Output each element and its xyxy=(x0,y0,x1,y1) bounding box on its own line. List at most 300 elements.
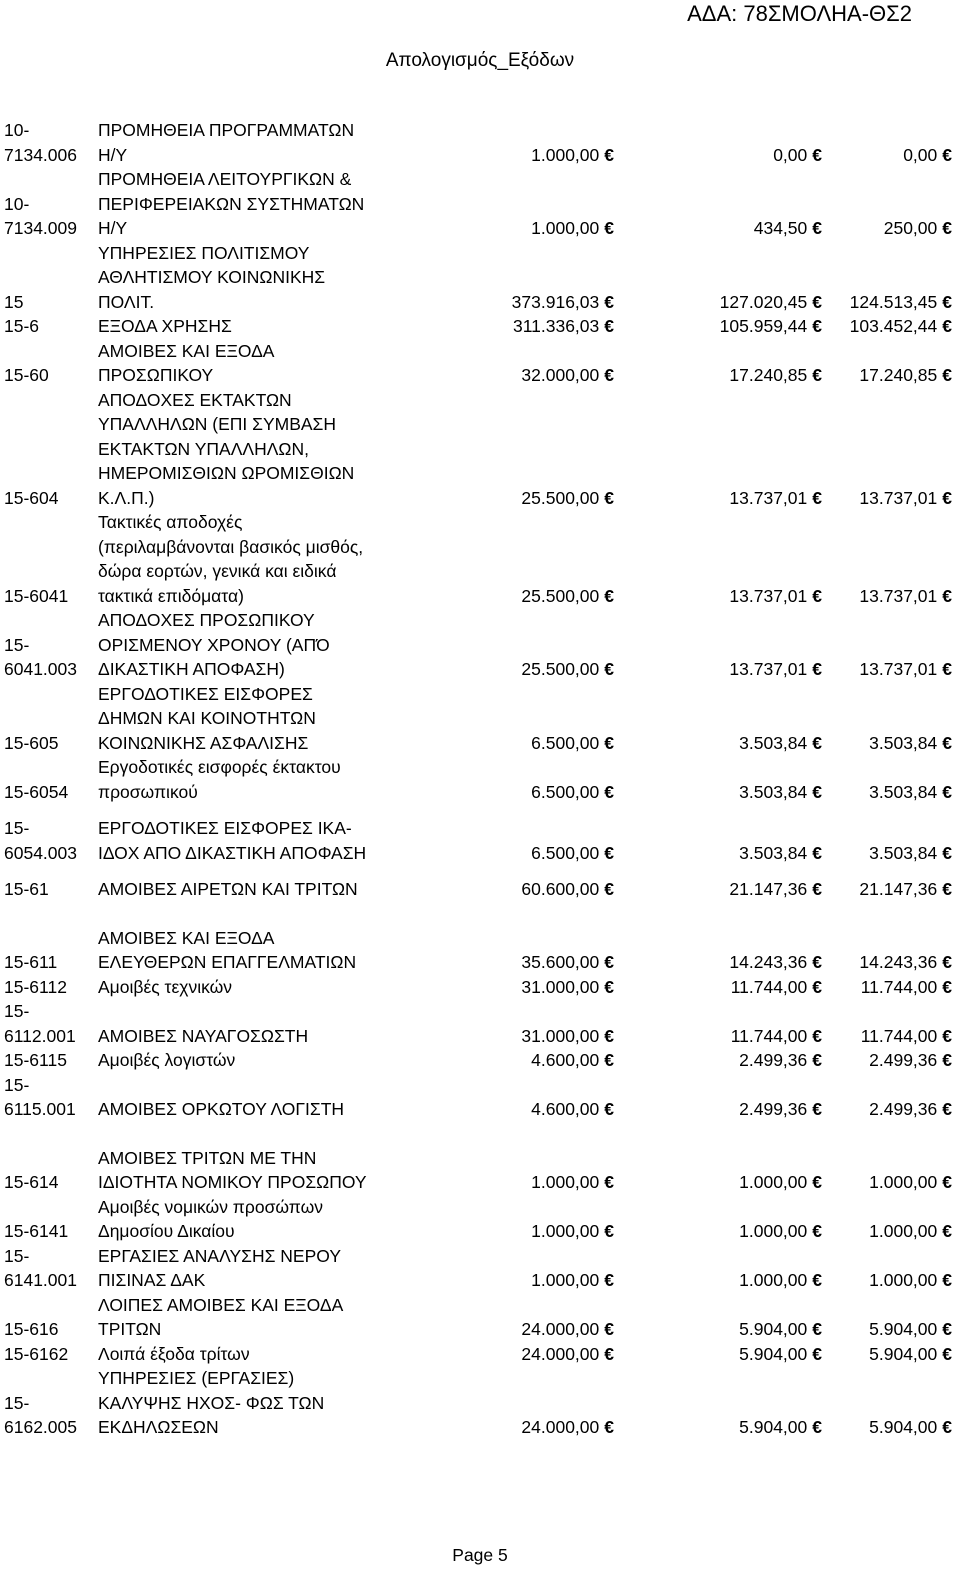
account-description xyxy=(98,1244,428,1293)
euro-sign: € xyxy=(812,1221,822,1241)
budget-amount-value: 4.600,00 xyxy=(531,1050,600,1070)
budget-amount-value: 6.500,00 xyxy=(531,781,600,802)
euro-sign: € xyxy=(942,1270,952,1290)
account-code xyxy=(4,877,96,902)
euro-sign: € xyxy=(812,487,822,508)
euro-sign: € xyxy=(812,585,822,606)
account-code xyxy=(4,975,96,1000)
euro-sign: € xyxy=(812,144,822,165)
committed-amount xyxy=(739,1342,822,1367)
account-code-line: 10- xyxy=(4,120,30,140)
paid-amount xyxy=(869,1097,952,1122)
euro-sign: € xyxy=(604,144,614,165)
account-description-line: ΑΜΟΙΒΕΣ ΟΡΚΩΤΟΥ ΛΟΓΙΣΤΗ xyxy=(98,1099,345,1119)
account-description xyxy=(98,1024,428,1049)
table-row xyxy=(0,608,960,682)
paid-amount-value: 2.499,36 xyxy=(869,1099,938,1119)
account-description-line: ΠΡΟΜΗΘΕΙΑ ΛΕΙΤΟΥΡΓΙΚΩΝ & xyxy=(98,169,352,189)
committed-amount xyxy=(729,877,822,902)
committed-amount xyxy=(739,1097,822,1122)
table-row xyxy=(0,877,960,902)
account-description-line: ΚΟΙΝΩΝΙΚΗΣ ΑΣΦΑΛΙΣΗΣ xyxy=(98,732,309,753)
account-description-line: ΕΡΓΟΔΟΤΙΚΕΣ ΕΙΣΦΟΡΕΣ ΙΚΑ- xyxy=(98,818,352,838)
table-row xyxy=(0,118,960,167)
euro-sign: € xyxy=(604,879,614,899)
account-description-line: ΙΔΙΟΤΗΤΑ ΝΟΜΙΚΟΥ ΠΡΟΣΩΠΟΥ xyxy=(98,1172,367,1192)
committed-amount xyxy=(739,841,822,866)
committed-amount xyxy=(739,1170,822,1195)
budget-amount xyxy=(513,314,614,339)
euro-sign: € xyxy=(604,1050,614,1070)
paid-amount xyxy=(903,143,952,168)
paid-amount-value: 13.737,01 xyxy=(859,585,938,606)
committed-amount-value: 11.744,00 xyxy=(730,1025,808,1046)
paid-amount xyxy=(869,841,952,866)
committed-amount xyxy=(739,1219,822,1244)
paid-amount-value: 1.000,00 xyxy=(869,1221,938,1241)
budget-amount xyxy=(531,841,614,866)
table-row xyxy=(0,1342,960,1367)
euro-sign: € xyxy=(942,1343,952,1364)
paid-amount-value: 3.503,84 xyxy=(869,781,938,802)
account-description-line: (περιλαμβάνονται βασικός μισθός, xyxy=(98,536,364,557)
committed-amount-value: 3.503,84 xyxy=(739,781,808,802)
account-description xyxy=(98,682,428,756)
account-code-line: 7134.009 xyxy=(4,218,77,238)
account-description-line: Τακτικές αποδοχές xyxy=(98,512,243,532)
euro-sign: € xyxy=(812,732,822,753)
euro-sign: € xyxy=(812,316,822,336)
account-code-line: 15-6115 xyxy=(4,1050,67,1070)
table-row xyxy=(0,999,960,1048)
account-description-line: Αμοιβές λογιστών xyxy=(98,1050,236,1070)
account-code-line: 15- xyxy=(4,1074,30,1095)
account-code xyxy=(4,192,96,241)
account-code xyxy=(4,1317,96,1342)
budget-amount-value: 32.000,00 xyxy=(521,365,600,385)
table-row xyxy=(0,682,960,756)
table-row xyxy=(0,1366,960,1440)
account-code xyxy=(4,1219,96,1244)
paid-amount-value: 11.744,00 xyxy=(860,1025,938,1046)
account-code xyxy=(4,731,96,756)
committed-amount xyxy=(739,1317,822,1342)
euro-sign: € xyxy=(942,1319,952,1339)
euro-sign: € xyxy=(604,1417,614,1437)
euro-sign: € xyxy=(604,1343,614,1364)
budget-amount xyxy=(521,877,614,902)
account-code xyxy=(4,1170,96,1195)
account-code-line: 6112.001 xyxy=(4,1025,76,1046)
account-description-line: ΕΡΓΟΔΟΤΙΚΕΣ ΕΙΣΦΟΡΕΣ xyxy=(98,683,313,704)
account-description xyxy=(98,1342,428,1367)
budget-amount-value: 24.000,00 xyxy=(521,1319,600,1339)
account-description-line: ΗΜΕΡΟΜΙΣΘΙΩΝ ΩΡΟΜΙΣΘΙΩΝ xyxy=(98,463,355,483)
budget-amount xyxy=(531,1268,614,1293)
committed-amount-value: 13.737,01 xyxy=(729,585,808,606)
paid-amount xyxy=(861,1024,952,1049)
account-description xyxy=(98,1293,428,1342)
account-description-line: ΕΡΓΑΣΙΕΣ ΑΝΑΛΥΣΗΣ ΝΕΡΟΥ xyxy=(98,1245,342,1266)
paid-amount-value: 2.499,36 xyxy=(869,1050,938,1070)
account-code-line: 15-61 xyxy=(4,879,49,899)
account-code-line: 15-6162 xyxy=(4,1343,69,1364)
committed-amount xyxy=(739,1048,822,1073)
paid-amount xyxy=(859,486,952,511)
budget-amount-value: 4.600,00 xyxy=(531,1099,600,1119)
committed-amount-value: 1.000,00 xyxy=(739,1172,808,1192)
account-description-line: δώρα εορτών, γενικά και ειδικά xyxy=(98,561,337,581)
account-code-line: 7134.006 xyxy=(4,144,77,165)
euro-sign: € xyxy=(942,1050,952,1070)
committed-amount-value: 5.904,00 xyxy=(739,1319,808,1339)
account-description-line: Κ.Λ.Π.) xyxy=(98,487,155,508)
euro-sign: € xyxy=(812,781,822,802)
paid-amount xyxy=(859,363,952,388)
budget-amount-value: 1.000,00 xyxy=(531,1270,600,1290)
euro-sign: € xyxy=(812,976,822,997)
budget-amount-value: 1.000,00 xyxy=(531,1221,600,1241)
table-row xyxy=(0,975,960,1000)
euro-sign: € xyxy=(812,952,822,972)
account-code-line: 15-6041 xyxy=(4,585,69,606)
budget-amount-value: 25.500,00 xyxy=(521,659,600,679)
paid-amount xyxy=(859,877,952,902)
table-row xyxy=(0,1146,960,1195)
euro-sign: € xyxy=(942,976,952,997)
account-code-line: 15-6112 xyxy=(4,976,67,997)
paid-amount-value: 3.503,84 xyxy=(869,842,938,863)
account-description-line: ΔΗΜΩΝ ΚΑΙ ΚΟΙΝΟΤΗΤΩΝ xyxy=(98,708,316,728)
committed-amount-value: 105.959,44 xyxy=(719,316,808,336)
committed-amount xyxy=(773,143,822,168)
budget-amount-value: 35.600,00 xyxy=(521,952,600,972)
euro-sign: € xyxy=(942,1025,952,1046)
page-title: Απολογισμός_Εξόδων xyxy=(385,50,575,71)
euro-sign: € xyxy=(942,732,952,753)
table-row xyxy=(0,1244,960,1293)
account-description xyxy=(98,926,428,975)
account-code xyxy=(4,290,96,315)
euro-sign: € xyxy=(604,585,614,606)
account-description-line: ΠΕΡΙΦΕΡΕΙΑΚΩΝ ΣΥΣΤΗΜΑΤΩΝ xyxy=(98,193,365,214)
account-description-line: ΤΡΙΤΩΝ xyxy=(98,1319,162,1339)
account-code-line: 15-6 xyxy=(4,316,40,336)
budget-amount-value: 1.000,00 xyxy=(531,218,600,238)
committed-amount xyxy=(729,950,822,975)
committed-amount xyxy=(729,584,822,609)
paid-amount xyxy=(869,1317,952,1342)
paid-amount-value: 103.452,44 xyxy=(849,316,938,336)
account-code-line: 15-614 xyxy=(4,1172,59,1192)
expenses-table xyxy=(0,118,960,1440)
committed-amount xyxy=(739,1415,822,1440)
account-code-line: 6141.001 xyxy=(4,1270,77,1290)
euro-sign: € xyxy=(604,365,614,385)
account-description-line: Δημοσίου Δικαίου xyxy=(98,1221,235,1241)
account-code xyxy=(4,816,96,865)
euro-sign: € xyxy=(812,1099,822,1119)
budget-amount xyxy=(521,1415,614,1440)
budget-amount xyxy=(521,657,614,682)
euro-sign: € xyxy=(942,659,952,679)
committed-amount xyxy=(731,1024,822,1049)
account-description xyxy=(98,118,428,167)
paid-amount-value: 17.240,85 xyxy=(859,365,938,385)
paid-amount-value: 1.000,00 xyxy=(869,1270,938,1290)
euro-sign: € xyxy=(812,1343,822,1364)
account-code-line: 15-604 xyxy=(4,487,59,508)
paid-amount xyxy=(869,780,952,805)
account-code-line: 6162.005 xyxy=(4,1417,77,1437)
euro-sign: € xyxy=(604,487,614,508)
budget-amount-value: 31.000,00 xyxy=(521,1025,600,1046)
budget-amount-value: 25.500,00 xyxy=(521,585,600,606)
budget-amount-value: 373.916,03 xyxy=(511,291,600,312)
euro-sign: € xyxy=(942,291,952,312)
budget-amount xyxy=(521,584,614,609)
account-code-line: 15- xyxy=(4,1001,30,1021)
committed-amount-value: 13.737,01 xyxy=(729,487,808,508)
committed-amount-value: 1.000,00 xyxy=(739,1270,808,1290)
account-description-line: Αμοιβές νομικών προσώπων xyxy=(98,1196,324,1217)
paid-amount-value: 5.904,00 xyxy=(869,1417,938,1437)
committed-amount xyxy=(739,780,822,805)
committed-amount-value: 3.503,84 xyxy=(739,732,808,753)
budget-amount-value: 24.000,00 xyxy=(521,1343,600,1364)
paid-amount xyxy=(869,731,952,756)
paid-amount xyxy=(869,1170,952,1195)
paid-amount-value: 13.737,01 xyxy=(859,659,938,679)
euro-sign: € xyxy=(812,291,822,312)
account-description xyxy=(98,241,428,315)
table-row xyxy=(0,1073,960,1122)
account-code-line: 15 xyxy=(4,291,24,312)
budget-amount xyxy=(531,1219,614,1244)
budget-amount-value: 6.500,00 xyxy=(531,732,600,753)
paid-amount-value: 124.513,45 xyxy=(849,291,938,312)
euro-sign: € xyxy=(604,659,614,679)
committed-amount xyxy=(729,657,822,682)
account-code-line: 15-6054 xyxy=(4,781,69,802)
euro-sign: € xyxy=(812,218,822,238)
account-code-line: 6115.001 xyxy=(4,1099,76,1119)
account-description-line: ΑΘΛΗΤΙΣΜΟΥ ΚΟΙΝΩΝΙΚΗΣ xyxy=(98,267,326,287)
account-description xyxy=(98,339,428,388)
paid-amount-value: 5.904,00 xyxy=(869,1319,938,1339)
account-code-line: 15- xyxy=(4,818,30,838)
budget-amount xyxy=(531,143,614,168)
account-code xyxy=(4,1342,96,1367)
budget-amount-value: 60.600,00 xyxy=(521,879,600,899)
euro-sign: € xyxy=(604,218,614,238)
paid-amount-value: 5.904,00 xyxy=(869,1343,938,1364)
euro-sign: € xyxy=(942,585,952,606)
account-description xyxy=(98,1097,428,1122)
account-description-line: ΑΠΟΔΟΧΕΣ ΠΡΟΣΩΠΙΚΟΥ xyxy=(98,610,315,630)
ada-code: ΑΔΑ: 78ΣΜΟΛΗΑ-ΘΣ2 xyxy=(687,1,912,26)
account-code-line: 15-605 xyxy=(4,732,59,753)
euro-sign: € xyxy=(812,659,822,679)
committed-amount xyxy=(739,1268,822,1293)
budget-amount xyxy=(531,731,614,756)
euro-sign: € xyxy=(942,487,952,508)
account-code xyxy=(4,1391,96,1440)
euro-sign: € xyxy=(942,1221,952,1241)
budget-amount xyxy=(521,1317,614,1342)
paid-amount xyxy=(859,584,952,609)
account-description-line: ΕΞΟΔΑ ΧΡΗΣΗΣ xyxy=(98,316,232,336)
budget-amount-value: 24.000,00 xyxy=(521,1417,600,1437)
account-description-line: ΠΙΣΙΝΑΣ ΔΑΚ xyxy=(98,1270,206,1290)
budget-amount xyxy=(521,486,614,511)
committed-amount-value: 0,00 xyxy=(773,144,808,165)
account-description-line: ΚΑΛΥΨΗΣ ΗΧΟΣ- ΦΩΣ ΤΩΝ xyxy=(98,1392,325,1413)
budget-amount xyxy=(521,975,614,1000)
account-code-line: 15- xyxy=(4,634,30,655)
committed-amount-value: 434,50 xyxy=(753,218,808,238)
account-description-line: ΑΜΟΙΒΕΣ ΚΑΙ ΕΞΟΔΑ xyxy=(98,927,275,948)
euro-sign: € xyxy=(604,1025,614,1046)
euro-sign: € xyxy=(942,842,952,863)
account-code xyxy=(4,314,96,339)
account-description-line: ΔΙΚΑΣΤΙΚΗ ΑΠΟΦΑΣΗ) xyxy=(98,659,285,679)
euro-sign: € xyxy=(812,1417,822,1437)
euro-sign: € xyxy=(942,1172,952,1192)
account-code-line: 15-6141 xyxy=(4,1221,69,1241)
account-description xyxy=(98,167,428,241)
euro-sign: € xyxy=(604,316,614,336)
account-code xyxy=(4,633,96,682)
paid-amount xyxy=(861,975,952,1000)
euro-sign: € xyxy=(812,1050,822,1070)
paid-amount-value: 0,00 xyxy=(903,144,938,165)
account-description xyxy=(98,608,428,682)
committed-amount-value: 17.240,85 xyxy=(729,365,808,385)
euro-sign: € xyxy=(942,952,952,972)
page-number: Page 5 xyxy=(452,1545,508,1565)
account-description-line: ΕΚΔΗΛΩΣΕΩΝ xyxy=(98,1417,219,1437)
committed-amount xyxy=(729,363,822,388)
budget-amount-value: 311.336,03 xyxy=(512,316,600,336)
account-code xyxy=(4,486,96,511)
table-row xyxy=(0,510,960,608)
paid-amount xyxy=(884,216,952,241)
account-description-line: ΥΠΗΡΕΣΙΕΣ ΠΟΛΙΤΙΣΜΟΥ xyxy=(98,242,310,263)
committed-amount xyxy=(731,975,822,1000)
table-row xyxy=(0,926,960,975)
account-code xyxy=(4,118,96,167)
euro-sign: € xyxy=(812,879,822,899)
account-code xyxy=(4,1048,96,1073)
account-description xyxy=(98,1195,428,1244)
account-code-line: 6054.003 xyxy=(4,842,77,863)
budget-amount xyxy=(531,1170,614,1195)
committed-amount-value: 5.904,00 xyxy=(739,1417,808,1437)
euro-sign: € xyxy=(604,1270,614,1290)
budget-amount xyxy=(531,216,614,241)
euro-sign: € xyxy=(812,1025,822,1046)
euro-sign: € xyxy=(942,1099,952,1119)
table-row xyxy=(0,1293,960,1342)
budget-amount xyxy=(531,1097,614,1122)
account-code xyxy=(4,584,96,609)
euro-sign: € xyxy=(604,1319,614,1339)
budget-amount-value: 1.000,00 xyxy=(531,144,600,165)
account-code xyxy=(4,780,96,805)
committed-amount-value: 127.020,45 xyxy=(719,291,808,312)
account-code-line: 10- xyxy=(4,193,30,214)
committed-amount xyxy=(739,731,822,756)
euro-sign: € xyxy=(942,1417,952,1437)
account-description xyxy=(98,877,428,902)
budget-amount xyxy=(521,363,614,388)
table-row xyxy=(0,167,960,241)
account-description-line: ΥΠΗΡΕΣΙΕΣ (ΕΡΓΑΣΙΕΣ) xyxy=(98,1368,295,1388)
account-code-line: 15-60 xyxy=(4,365,49,385)
euro-sign: € xyxy=(604,1099,614,1119)
account-description xyxy=(98,1366,428,1440)
committed-amount-value: 11.744,00 xyxy=(730,976,808,997)
committed-amount-value: 21.147,36 xyxy=(729,879,808,899)
account-code-line: 6041.003 xyxy=(4,659,77,679)
euro-sign: € xyxy=(942,144,952,165)
paid-amount xyxy=(869,1342,952,1367)
committed-amount-value: 1.000,00 xyxy=(739,1221,808,1241)
table-row xyxy=(0,1048,960,1073)
committed-amount xyxy=(720,290,822,315)
account-description-line: ΥΠΑΛΛΗΛΩΝ (ΕΠΙ ΣΥΜΒΑΣΗ xyxy=(98,414,337,434)
euro-sign: € xyxy=(604,842,614,863)
account-description xyxy=(98,388,428,511)
account-description-line: ΟΡΙΣΜΕΝΟΥ ΧΡΟΝΟΥ (ΑΠΌ xyxy=(98,634,330,655)
committed-amount xyxy=(729,486,822,511)
account-description-line: Εργοδοτικές εισφορές έκτακτου xyxy=(98,757,341,777)
paid-amount-value: 21.147,36 xyxy=(859,879,938,899)
budget-amount-value: 25.500,00 xyxy=(521,487,600,508)
table-row xyxy=(0,388,960,511)
account-description-line: ΕΚΤΑΚΤΩΝ ΥΠΑΛΛΗΛΩΝ, xyxy=(98,438,309,459)
account-code-line: 15- xyxy=(4,1392,30,1413)
euro-sign: € xyxy=(604,1221,614,1241)
account-code xyxy=(4,1073,96,1122)
paid-amount xyxy=(869,1048,952,1073)
euro-sign: € xyxy=(812,365,822,385)
paid-amount xyxy=(869,1415,952,1440)
paid-amount xyxy=(859,950,952,975)
committed-amount-value: 14.243,36 xyxy=(729,952,808,972)
paid-amount-value: 13.737,01 xyxy=(859,487,938,508)
account-description-line: ΑΜΟΙΒΕΣ ΚΑΙ ΕΞΟΔΑ xyxy=(98,340,275,361)
paid-amount-value: 250,00 xyxy=(883,218,938,238)
paid-amount-value: 11.744,00 xyxy=(860,976,938,997)
account-code-line: 15-611 xyxy=(4,952,58,972)
budget-amount xyxy=(521,1024,614,1049)
account-code xyxy=(4,1244,96,1293)
account-description-line: ΕΛΕΥΘΕΡΩΝ ΕΠΑΓΓΕΛΜΑΤΙΩΝ xyxy=(98,952,357,972)
paid-amount xyxy=(850,290,952,315)
euro-sign: € xyxy=(604,976,614,997)
committed-amount-value: 13.737,01 xyxy=(729,659,808,679)
account-description-line: ΠΡΟΣΩΠΙΚΟΥ xyxy=(98,365,214,385)
committed-amount xyxy=(754,216,822,241)
account-description-line: Αμοιβές τεχνικών xyxy=(98,976,233,997)
account-description xyxy=(98,755,428,804)
euro-sign: € xyxy=(942,316,952,336)
table-row xyxy=(0,241,960,315)
committed-amount-value: 2.499,36 xyxy=(739,1099,808,1119)
euro-sign: € xyxy=(604,781,614,802)
